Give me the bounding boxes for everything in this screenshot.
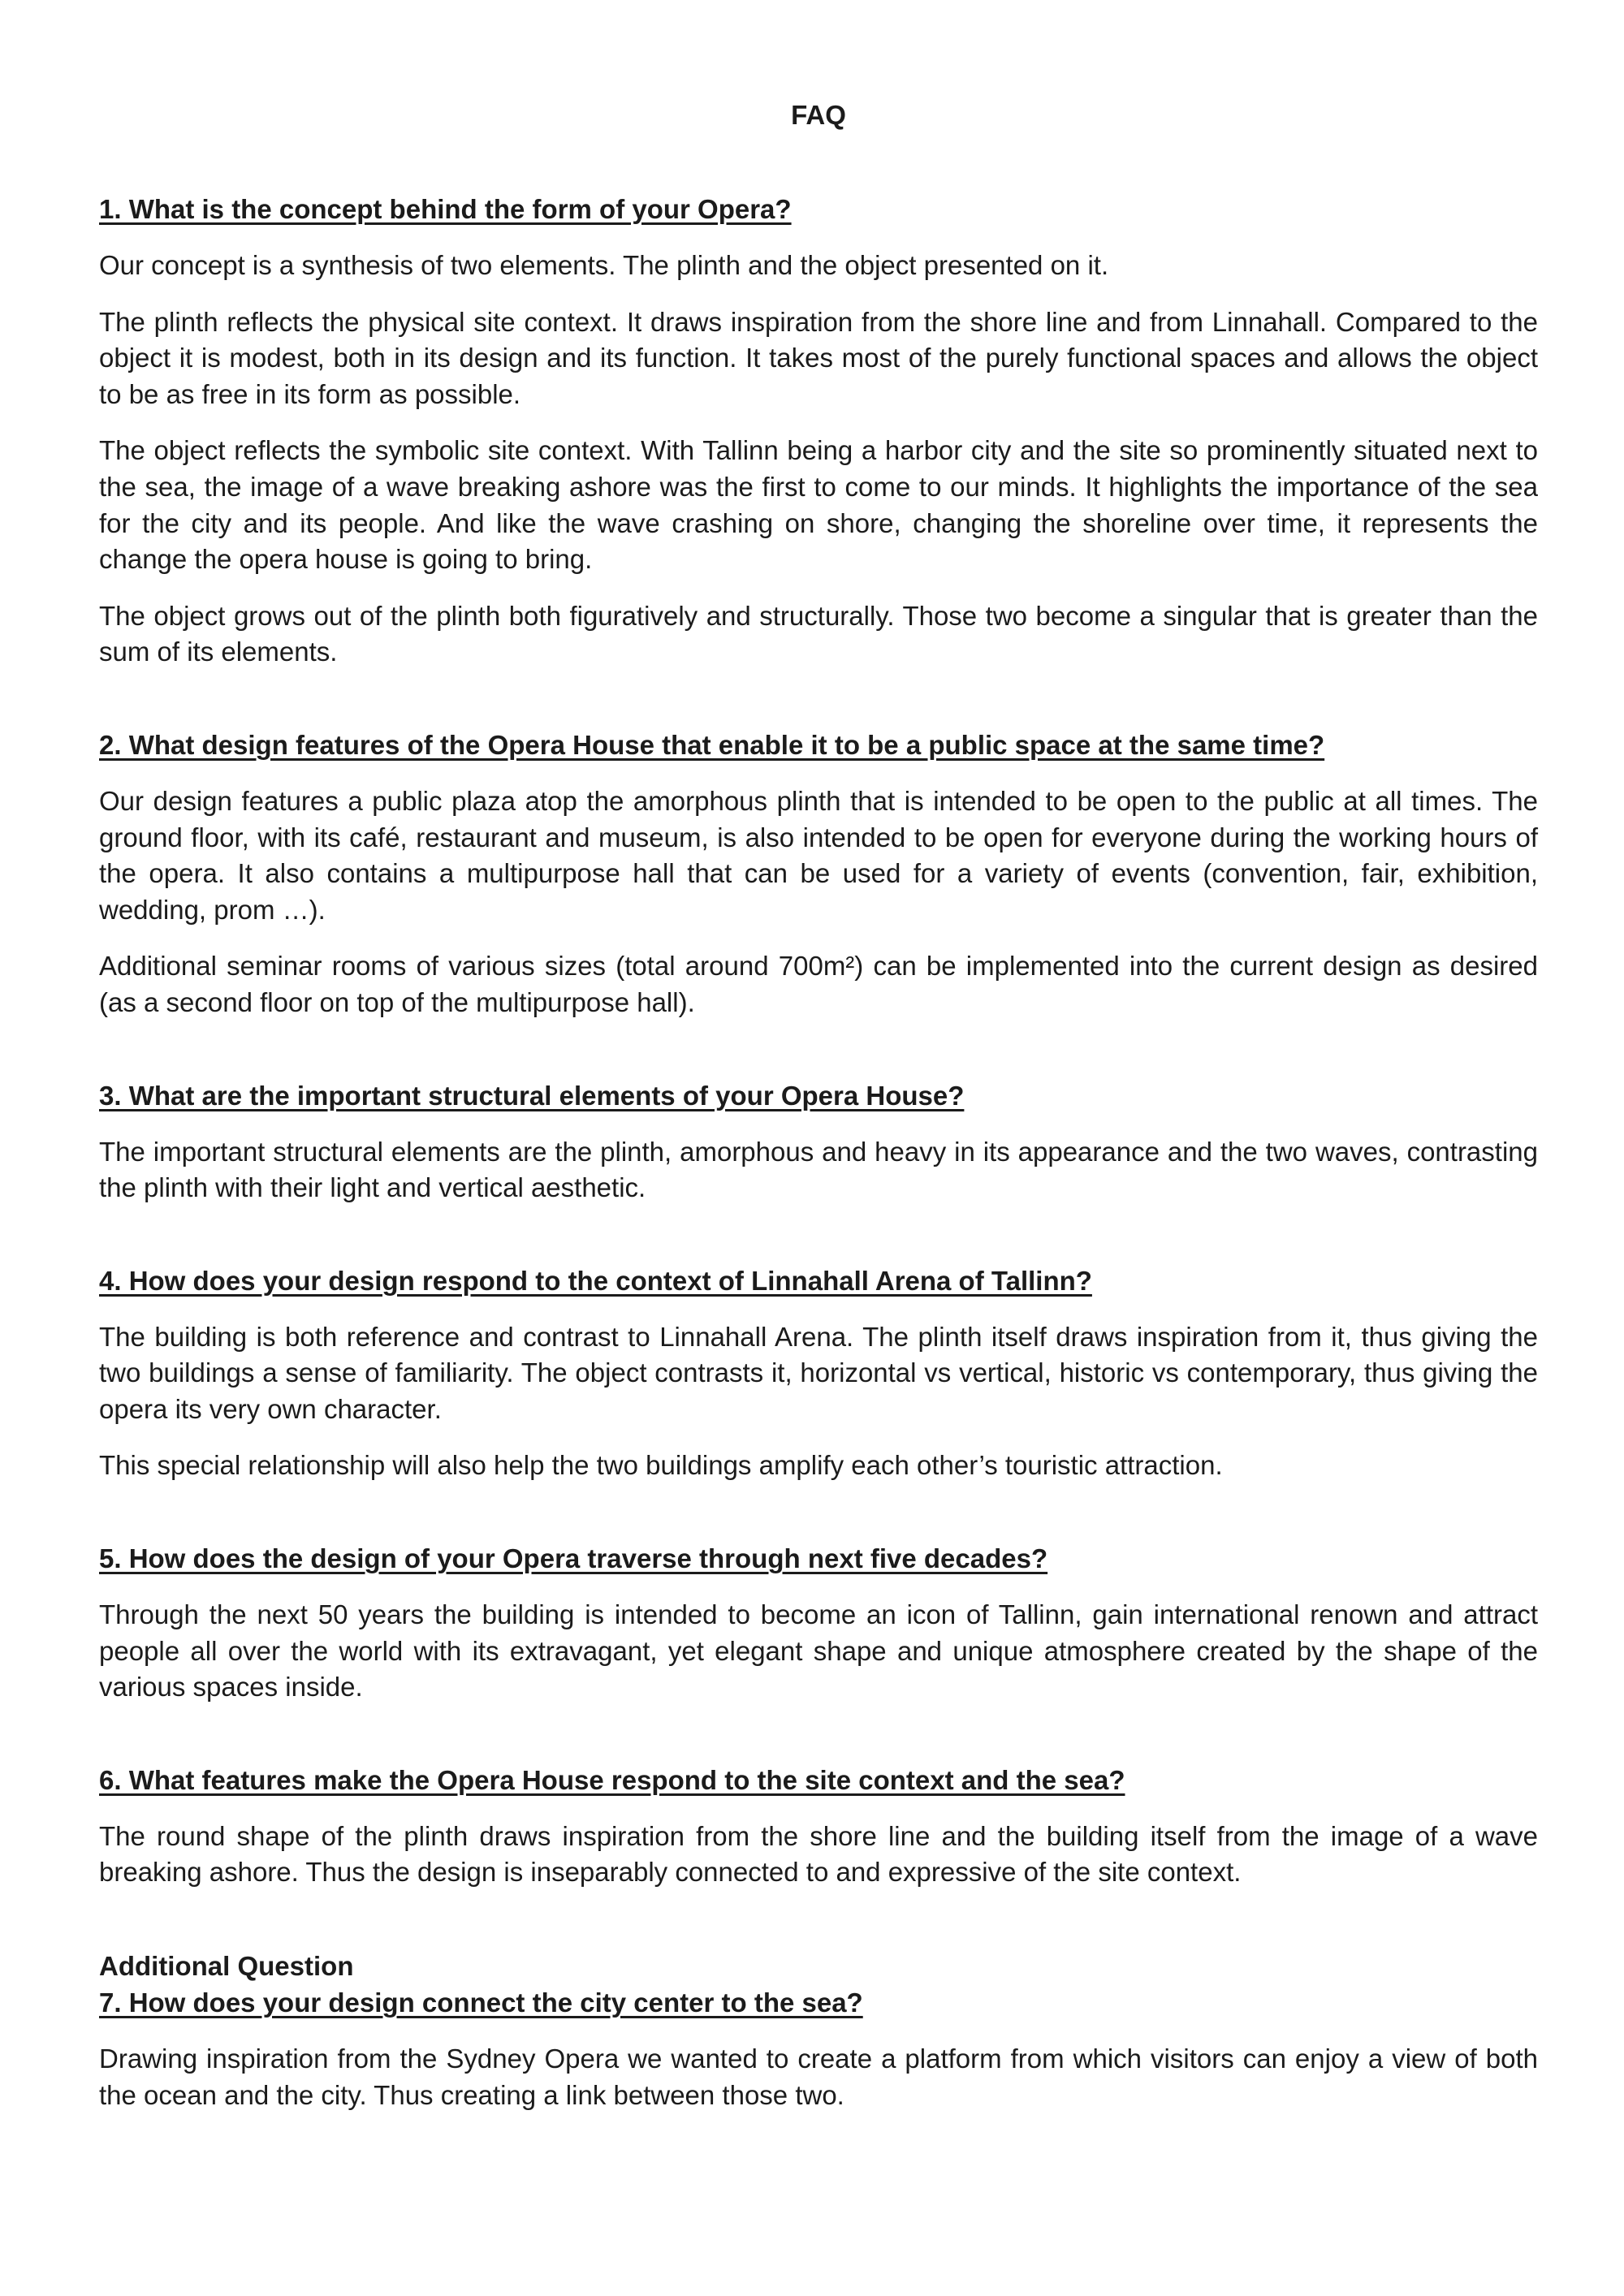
question-heading: 2. What design features of the Opera House that enable it to be a public space at the same time? <box>99 729 1325 760</box>
additional-question-section <box>99 1948 1538 2113</box>
faq-section-4 <box>99 1263 1538 1484</box>
faq-section-1 <box>99 192 1538 671</box>
answer-paragraph: The important structural elements are the plinth, amorphous and heavy in its appearance and the two waves, contrasting the plinth with their light and vertical aesthetic. <box>99 1136 1538 1203</box>
answer-paragraph: The building is both reference and contrast to Linnahall Arena. The plinth itself draws inspiration from it, thus giving the two buildings a sense of familiarity. The object contrasts it, horizontal vs vertical, historic vs contemporary, thus giving the opera its very own character. <box>99 1321 1538 1424</box>
faq-section-3 <box>99 1078 1538 1206</box>
answer-paragraph: The object reflects the symbolic site context. With Tallinn being a harbor city and the site so prominently situated next to the sea, the image of a wave breaking ashore was the first to come to our minds. It highlights the importance of the sea for the city and its people. And like the wave crashing on shore, changing the shoreline over time, it represents the change the opera house is going to bring. <box>99 435 1538 575</box>
faq-section-6 <box>99 1763 1538 1891</box>
additional-question-label: Additional Question <box>99 1951 354 1982</box>
answer-paragraph: The plinth reflects the physical site context. It draws inspiration from the shore line and from Linnahall. Compared to the object it is modest, both in its design and its function. It takes most of the purely functional spaces and allows the object to be as free in its form as possible. <box>99 306 1538 409</box>
page-title: FAQ <box>791 100 846 130</box>
question-heading: 3. What are the important structural elements of your Opera House? <box>99 1080 965 1111</box>
question-heading: 1. What is the concept behind the form of your Opera? <box>99 194 792 224</box>
question-heading: 4. How does your design respond to the context of Linnahall Arena of Tallinn? <box>99 1265 1092 1296</box>
answer-paragraph: Additional seminar rooms of various sizes (total around 700m²) can be implemented into the current design as desired (as a second floor on top of the multipurpose hall). <box>99 951 1538 1017</box>
answer-paragraph: Our concept is a synthesis of two elements. The plinth and the object presented on it. <box>99 250 1109 280</box>
answer-paragraph: The object grows out of the plinth both figuratively and structurally. Those two become a singular that is greater than the sum of its elements. <box>99 600 1538 667</box>
faq-section-2 <box>99 727 1538 1021</box>
answer-paragraph: This special relationship will also help the two buildings amplify each other’s touristic attraction. <box>99 1450 1223 1481</box>
question-heading: 6. What features make the Opera House respond to the site context and the sea? <box>99 1764 1125 1795</box>
answer-paragraph: The round shape of the plinth draws inspiration from the shore line and the building itself from the image of a wave breaking ashore. Thus the design is inseparably connected to and expressive of the site context. <box>99 1820 1538 1888</box>
answer-paragraph: Drawing inspiration from the Sydney Opera we wanted to create a platform from which visitors can enjoy a view of both the ocean and the city. Thus creating a link between those two. <box>99 2044 1538 2110</box>
answer-paragraph: Our design features a public plaza atop the amorphous plinth that is intended to be open to the public at all times. The ground floor, with its café, restaurant and museum, is also intended to be open for everyone during the working hours of the opera. It also contains a multipurpose hall that can be used for a variety of events (convention, fair, exhibition, wedding, prom …). <box>99 785 1538 925</box>
question-heading: 5. How does the design of your Opera traverse through next five decades? <box>99 1543 1048 1574</box>
answer-paragraph: Through the next 50 years the building is intended to become an icon of Tallinn, gain international renown and attract people all over the world with its extravagant, yet elegant shape and unique atmosphere created by the shape of the various spaces inside. <box>99 1599 1538 1703</box>
question-heading: 7. How does your design connect the city center to the sea? <box>99 1987 863 2018</box>
faq-section-5 <box>99 1541 1538 1706</box>
